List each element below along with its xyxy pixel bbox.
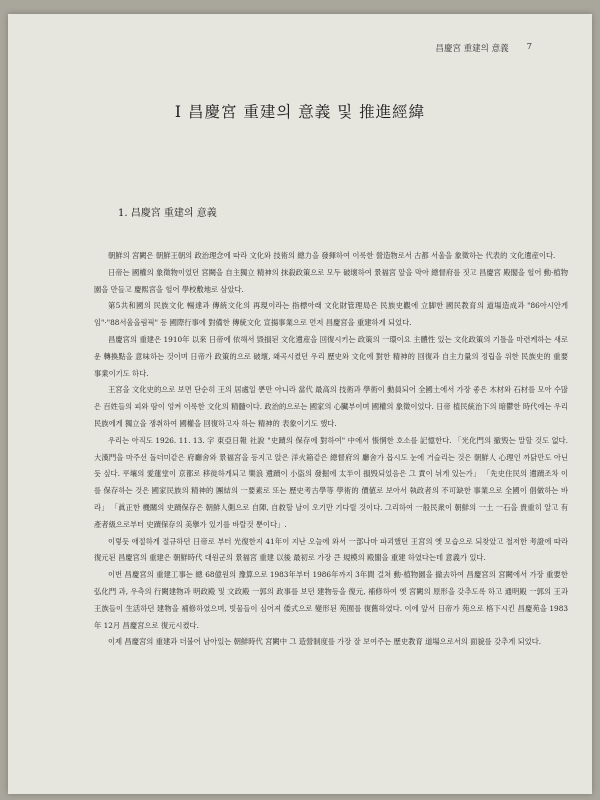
paragraph-6: 우리는 아직도 1926. 11. 13. 字 東亞日報 社說 "史蹟의 保存에 對하여" 中에서 悵惘한 호소를 記憶한다. 「光化門의 撤毁는 말할 것도 없다. 大漢門을 마주선 돌더미같은 府廳舍와 景福宮을 등지고 앉은 洋火箱같은 總督府의 廳舍가 몹시도 눈에 거슬리는 것은 朝鮮人 心理인 까닭만도 아닌듯 싶다. 平壤의 愛蓮堂이 京都로 移徙하게되고 樂浪 遺蹟이 小盜의 發掘에 太半이 損毁되었음은 그 責이 뉘게 있는가」 「先史住民의 遺蹟조차 이를 保存하는 것은 國家民族의 精神的 團結의 一要素로 또는 歷史考古學等 學術的 價値로 보아서 執政者의 不可缺한 事業으로 全國이 倡做하는 바라」 「眞正한 機關의 史蹟保存은 朝鮮人側으로 自陣, 自救할 날이 오기만 기다릴 것이다. 그리하여 一般民衆이 朝鮮의 一土 一石을 貴重히 알고 有產者級으로부터 史蹟保存의 美擧가 있기를 바랄것 뿐이다」. [94, 435, 568, 529]
paragraph-8: 이번 昌慶宮의 重建工事는 總 68億원의 豫算으로 1983年부터 1986年까지 3年間 걸쳐 動·植物園을 撤去하여 昌慶宮의 宮闕에서 가장 重要한 弘化門 과, 우측의 行闕建物과 明政殿 및 文政殿 一郭의 政事를 보던 建物등을 復元, 補修하여 옛 宮闕의 原形을 갖추도록 하고 通明殿 一郭의 王과 王族들이 生活하던 建物을 補修하였으며, 빗물들이 심어져 倭式으로 變形된 苑囿를 復舊하였다. 이에 앞서 日帝가 苑으로 格下시킨 昌慶苑을 1983年 12月 昌慶宮으로 復元시켰다. [94, 570, 568, 630]
paragraph-2: 日帝는 國權의 象徵物이었던 宮闕을 自主獨立 精神의 抹殺政策으로 모두 破壞하여 景福宮 앞을 막아 總督府를 짓고 昌慶宮 殿閣을 헐어 動·植物園을 만들고 慶熙宮을 헐어 學校敷地로 삼았다. [94, 267, 568, 294]
paragraph-9: 이제 昌慶宮의 重建과 더불어 남아있는 朝鮮時代 宮闕中 그 造營制度를 가장 잘 보여주는 歷史教育 道場으로서의 面貌를 갖추게 되었다. [108, 637, 542, 647]
paragraph-3: 第5共和國의 民族文化 暢達과 傳統文化의 再現이라는 指標아래 文化財管理局은 民族史觀에 立脚한 國民教育의 道場造成과 "86아시안게임"·"88서울올림픽" 등 國際行事에 對備한 傳統文化 宣揚事業으로 먼저 昌慶宮을 重建하게 되었다. [94, 301, 568, 328]
document-page [8, 14, 592, 794]
running-head [435, 42, 532, 54]
section-title: 1. 昌慶宮 重建의 意義 [118, 208, 217, 219]
chapter-title: I 昌慶宮 重建의 意義 및 推進經緯 [174, 103, 426, 121]
paragraph-4: 昌慶宮의 重建은 1910年 以來 日帝에 依해서 毀損된 文化遺産을 回復시키는 政策의 一環이요 主體性 있는 文化政策의 기틀을 마련케하는 새로운 轉換點을 意味하는 것이며 日帝가 政策的으로 破壞, 왜곡시켰던 우리 歷史와 文化에 對한 精神的 回復과 自主力量의 정립을 위한 民族史的 重要事業이기도 하다. [94, 334, 568, 378]
running-head-title: 昌慶宮 重建의 意義 [435, 44, 509, 54]
page-number: 7 [526, 42, 532, 52]
body-text [94, 248, 568, 651]
paragraph-5: 王宮을 文化史的으로 보면 단순히 王의 居處일 뿐만 아니라 當代 最高의 技術과 學術이 動員되어 全國土에서 가장 좋은 木材와 石材를 모아 수많은 百姓들의 피와 땀이 엉켜 이룩한 文化의 精髓이다. 政治的으로는 國家의 心臟부이며 國權의 象徵이었다. 日帝 植民統治下의 暗鬱한 時代에는 우리民族에게 獨立을 쟁취하여 國權을 回復하고자 하는 精神的 表象이기도 했다. [94, 385, 568, 428]
paragraph-1: 朝鮮의 宮闕은 朝鮮王朝의 政治理念에 따라 文化와 技術의 總力을 發揮하여 이룩한 營造物로서 古都 서울을 象徵하는 代表的 文化遺産이다. [108, 251, 556, 260]
paragraph-7: 이렇듯 애절하게 절규하던 日帝로 부터 光復한지 41年이 지난 오늘에 와서 一部나마 파괴했던 王宮의 옛 모습으로 되찾았고 철저한 考證에 따라 復元된 昌慶宮의 重建은 朝鮮時代 대원군의 景福宮 重建 以後 最初로 가장 큰 規模의 殿閣을 重建 하였다는데 意義가 있다. [94, 536, 568, 563]
